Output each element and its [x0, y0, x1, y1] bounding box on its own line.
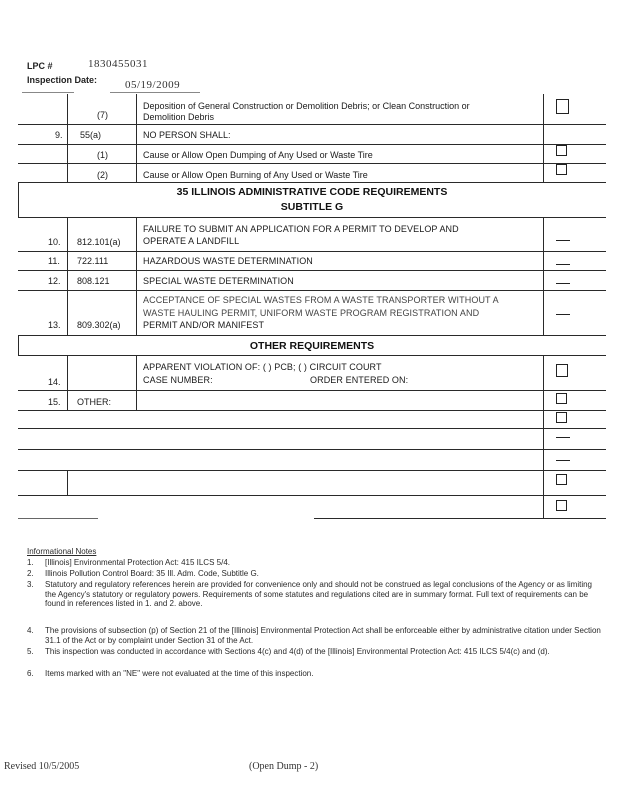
row-number: 13.: [48, 320, 61, 330]
row-text: FAILURE TO SUBMIT AN APPLICATION FOR A PERMIT TO DEVELOP AND: [143, 224, 459, 234]
scan-artifact: [110, 92, 200, 93]
checkbox[interactable]: [556, 500, 567, 511]
page-label: (Open Dump - 2): [249, 761, 319, 772]
note-number: 4.: [27, 626, 34, 635]
row-number: 12.: [48, 276, 61, 286]
row-text: OPERATE A LANDFILL: [143, 236, 240, 246]
dash-mark: [556, 240, 570, 241]
note-text: Statutory and regulatory references herein are provided for convenience only and should not be construed as legal conclusions of the Agency or as limiting the Agency's statutory or regulatory powers. Requirements of some statutes and regulations cited are in summary format. Full text of requirements can be found in references listed in 1. and 2. above.: [45, 580, 592, 609]
row-text: ACCEPTANCE OF SPECIAL WASTES FROM A WASTE TRANSPORTER WITHOUT A: [143, 295, 499, 305]
row-sub: 809.302(a): [77, 320, 121, 330]
note-number: 1.: [27, 558, 34, 567]
order-entered-label: ORDER ENTERED ON:: [310, 375, 409, 385]
note-text: Items marked with an "NE" were not evaluated at the time of this inspection.: [45, 669, 314, 678]
row-number: 14.: [48, 377, 61, 387]
checkbox[interactable]: [556, 393, 567, 404]
row-text: WASTE HAULING PERMIT, UNIFORM WASTE PROGRAM REGISTRATION AND: [143, 308, 480, 318]
section-title-other: OTHER REQUIREMENTS: [249, 340, 375, 352]
lpc-number: 1830455031: [88, 58, 148, 70]
row-number: 9.: [55, 130, 63, 140]
row-sub: (2): [97, 170, 108, 180]
row-text: Deposition of General Construction or Demolition Debris; or Clean Construction or: [143, 101, 470, 111]
lpc-label: LPC #: [27, 61, 53, 71]
dash-mark: [556, 283, 570, 284]
row-sub: 722.111: [77, 256, 109, 266]
row-text: Cause or Allow Open Dumping of Any Used or Waste Tire: [143, 150, 373, 160]
row-text: Demolition Debris: [143, 112, 215, 122]
scan-artifact: [22, 92, 74, 93]
other-label: OTHER:: [77, 397, 112, 407]
row-sub: (7): [97, 110, 108, 120]
notes-heading: Informational Notes: [27, 547, 97, 556]
dash-mark: [556, 264, 570, 265]
inspection-date-label: Inspection Date:: [27, 75, 98, 85]
dash-mark: [556, 314, 570, 315]
row-sub: 55(a): [80, 130, 102, 140]
row-sub: (1): [97, 150, 108, 160]
note-number: 3.: [27, 580, 34, 589]
checkbox[interactable]: [556, 474, 567, 485]
checkbox[interactable]: [556, 99, 569, 114]
section-title: 35 ILLINOIS ADMINISTRATIVE CODE REQUIREMENTS: [176, 186, 448, 198]
checkbox[interactable]: [556, 145, 567, 156]
dash-mark: [556, 437, 570, 438]
row-text: HAZARDOUS WASTE DETERMINATION: [143, 256, 313, 266]
row-text: PERMIT AND/OR MANIFEST: [143, 320, 265, 330]
note-text: Illinois Pollution Control Board: 35 Ill. Adm. Code, Subtitle G.: [45, 569, 259, 578]
dash-mark: [556, 460, 570, 461]
note-text: The provisions of subsection (p) of Section 21 of the [Illinois] Environmental Protection Act shall be enforceable either by administrative citation under Section 31.1 of the Act or by complaint under Section 31 of the Act.: [45, 626, 601, 645]
note-number: 6.: [27, 669, 34, 678]
row-number: 11.: [48, 256, 60, 266]
row-number: 15.: [48, 397, 61, 407]
row-text: SPECIAL WASTE DETERMINATION: [143, 276, 294, 286]
checkbox[interactable]: [556, 364, 568, 377]
checkbox[interactable]: [556, 164, 567, 175]
revised-date: Revised 10/5/2005: [4, 761, 80, 772]
case-number-label: CASE NUMBER:: [143, 375, 213, 385]
row-text: NO PERSON SHALL:: [143, 130, 231, 140]
row-sub: 808.121: [77, 276, 110, 286]
note-text: [Illinois] Environmental Protection Act: 415 ILCS 5/4.: [45, 558, 230, 567]
row-number: 10.: [48, 237, 61, 247]
section-subtitle: SUBTITLE G: [280, 201, 344, 213]
row-text: Cause or Allow Open Burning of Any Used or Waste Tire: [143, 170, 368, 180]
checkbox[interactable]: [556, 412, 567, 423]
note-number: 2.: [27, 569, 34, 578]
inspection-date: 05/19/2009: [125, 79, 181, 91]
note-number: 5.: [27, 647, 34, 656]
apparent-violation-text: APPARENT VIOLATION OF: ( ) PCB; ( ) CIRCUIT COURT: [143, 362, 382, 372]
note-text: This inspection was conducted in accordance with Sections 4(c) and 4(d) of the [Illinois] Environmental Protection Act: 415 ILCS 5/4(c) and (d).: [45, 647, 550, 656]
row-sub: 812.101(a): [77, 237, 121, 247]
